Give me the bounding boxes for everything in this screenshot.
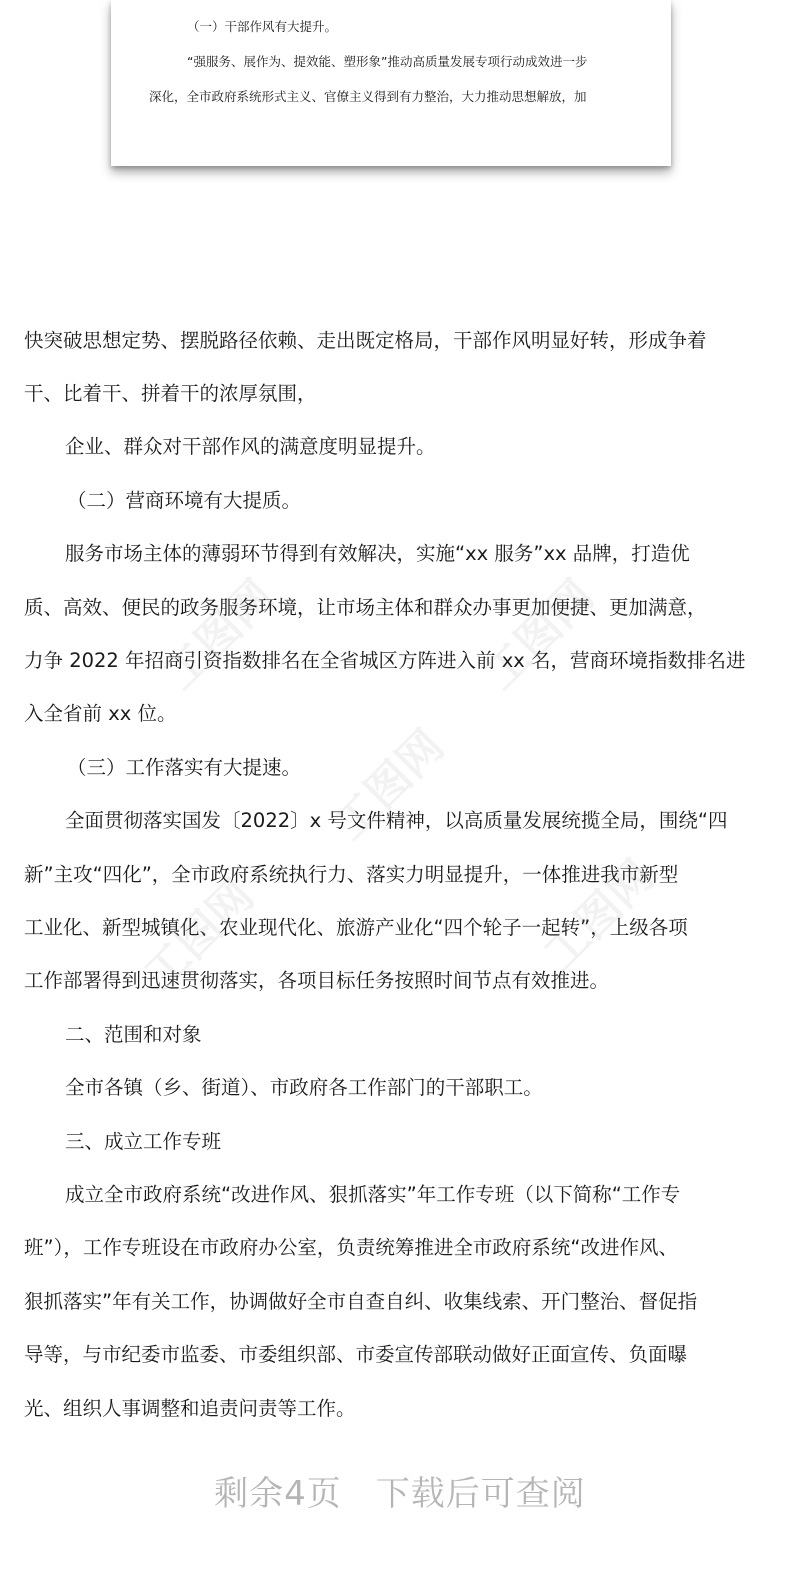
paragraph-line: 服务市场主体的薄弱环节得到有效解决，实施“xx 服务”xx 品牌，打造优: [65, 542, 690, 566]
paragraph-line: 力争 2022 年招商引资指数排名在全省城区方阵进入前 xx 名，营商环境指数排名进: [24, 649, 746, 673]
paragraph-line: 全面贯彻落实国发〔2022〕x 号文件精神，以高质量发展统揽全局，围绕“四: [65, 809, 728, 833]
watermark: 工图网: [474, 570, 604, 700]
preview-line: （一）干部作风有大提升。: [187, 19, 338, 34]
preview-line: “强服务、展作为、提效能、塑形象”推动高质量发展专项行动成效进一步: [187, 54, 588, 69]
section-heading: （二）营商环境有大提质。: [67, 488, 302, 512]
watermark: 工图网: [134, 870, 264, 1000]
preview-line: 深化，全市政府系统形式主义、官僚主义得到有力整治，大力推动思想解放，加: [149, 89, 587, 104]
paragraph-line: 干、比着干、拼着干的浓厚氛围，: [24, 382, 317, 406]
remaining-pages-label: 剩余4页: [214, 1474, 342, 1514]
watermark: 工图网: [154, 570, 284, 700]
section-heading: 三、成立工作专班: [65, 1129, 222, 1153]
watermark: 工图网: [534, 850, 664, 980]
section-heading: 二、范围和对象: [65, 1022, 202, 1046]
paragraph-line: 入全省前 xx 位。: [24, 702, 177, 726]
paragraph-line: 班”），工作专班设在市政府办公室，负责统筹推进全市政府系统“改进作风、: [24, 1236, 678, 1260]
paragraph-line: 新”主攻“四化”，全市政府系统执行力、落实力明显提升，一体推进我市新型: [24, 862, 679, 886]
paragraph-line: 快突破思想定势、摆脱路径依赖、走出既定格局，干部作风明显好转，形成争着: [24, 328, 707, 352]
paragraph-line: 光、组织人事调整和追责问责等工作。: [24, 1396, 356, 1420]
paragraph-line: 导等，与市纪委市监委、市委组织部、市委宣传部联动做好正面宣传、负面曝: [24, 1343, 688, 1367]
paragraph-line: 工业化、新型城镇化、农业现代化、旅游产业化“四个轮子一起转”，上级各项: [24, 915, 688, 939]
paragraph-line: 工作部署得到迅速贯彻落实，各项目标任务按照时间节点有效推进。: [24, 969, 610, 993]
paragraph-line: 企业、群众对干部作风的满意度明显提升。: [65, 435, 436, 459]
document-preview-card: [111, 0, 671, 166]
document-body: [24, 312, 776, 1433]
remaining-pages-prompt[interactable]: [0, 1466, 800, 1515]
paragraph-line: 成立全市政府系统“改进作风、狠抓落实”年工作专班（以下简称“工作专: [65, 1182, 681, 1206]
paragraph-line: 质、高效、便民的政务服务环境，让市场主体和群众办事更加便捷、更加满意，: [24, 595, 707, 619]
watermark: 工图网: [324, 720, 454, 850]
paragraph-line: 全市各镇（乡、街道）、市政府各工作部门的干部职工。: [65, 1076, 543, 1100]
download-to-view-label: 下载后可查阅: [375, 1474, 586, 1514]
section-heading: （三）工作落实有大提速。: [67, 755, 302, 779]
paragraph-line: 狠抓落实”年有关工作，协调做好全市自查自纠、收集线索、开门整治、督促指: [24, 1289, 698, 1313]
